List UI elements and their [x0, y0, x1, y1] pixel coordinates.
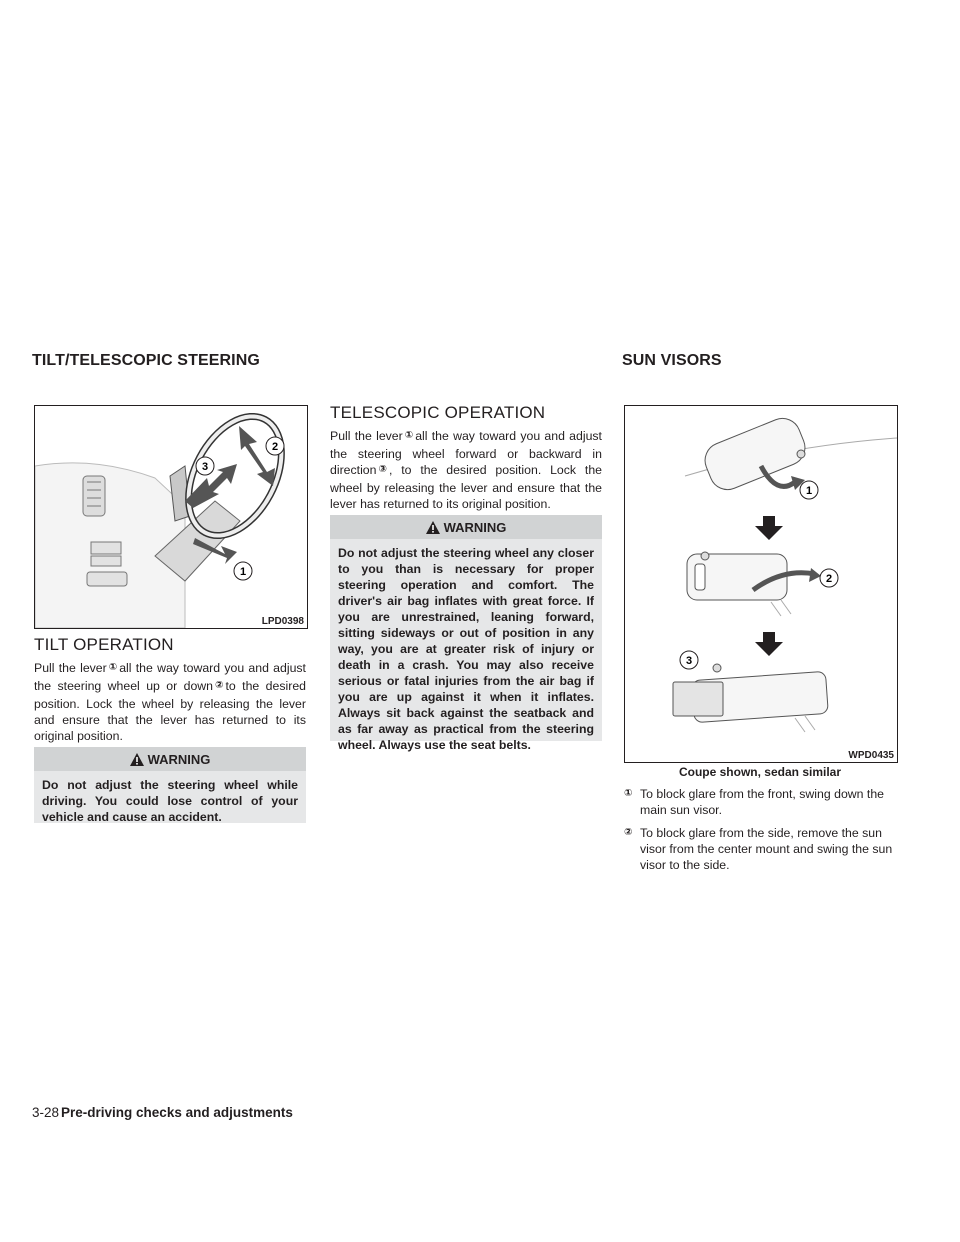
fig-left-label-1: 1: [239, 566, 247, 578]
sun-visor-illustration: [625, 406, 897, 762]
tilt-warning-text: Do not adjust the steering wheel while driving. You could lose control of your vehicle and cause an accident.: [42, 778, 298, 824]
callout-1: ①: [624, 788, 633, 799]
list-item: ① To block glare from the front, swing down the main sun visor.: [624, 787, 885, 817]
chapter-title: Pre-driving checks and adjustments: [61, 1105, 293, 1120]
sun-visor-figure: [624, 405, 898, 763]
fig-left-label-2: 2: [271, 441, 279, 453]
warning-icon: [130, 753, 144, 766]
fig-right-label-2: 2: [825, 573, 833, 585]
callout-2: ②: [624, 827, 633, 838]
list-item: ② To block glare from the side, remove the sun visor from the center mount and swing the sun visor to the side.: [624, 826, 893, 872]
telescopic-warning-text: Do not adjust the steering wheel any closer to you than is necessary for proper steering operation and comfort. The driver's air bag inflates with great force. If you are unrestrained, leaning forward, sitting sideways or out of position in any way, you are at greater risk of injury or death in a crash. You may also receive serious or fatal injuries from the air bag if you are up against it when it inflates. Always sit back against the seatback and as far away as practical from the steering wheel. Always use the seat belts.: [338, 546, 594, 752]
fig-left-label-3: 3: [201, 461, 209, 473]
warning-label: WARNING: [443, 519, 507, 535]
warning-label: WARNING: [147, 751, 211, 767]
fig-right-label-1: 1: [805, 485, 813, 497]
steering-illustration: [35, 406, 307, 628]
tilt-warning-box: [34, 747, 306, 823]
warning-icon: [426, 521, 440, 534]
callout-2: ②: [215, 680, 224, 691]
telescopic-operation-text: Pull the lever ① all the way toward you and adjust the steering wheel forward or backward in direction ③ , to the desired position. Lock the wheel by releasing the lever and ensure that the lever has returned to its original position.: [330, 429, 602, 511]
warning-header: [330, 515, 602, 539]
tilt-operation-title: TILT OPERATION: [34, 635, 174, 654]
section-heading-tilt-telescopic: TILT/TELESCOPIC STEERING: [32, 352, 260, 369]
callout-3: ③: [378, 464, 387, 475]
figure-code-right: WPD0435: [848, 750, 894, 761]
telescopic-operation-title: TELESCOPIC OPERATION: [330, 403, 546, 422]
page-footer: [32, 1105, 293, 1120]
fig-right-label-3: 3: [685, 655, 693, 667]
warning-header: [34, 747, 306, 771]
callout-1: ①: [404, 430, 414, 441]
tilt-operation-text: Pull the lever ① all the way toward you and adjust the steering wheel up or down ② to the desired position. Lock the wheel by releasing the lever and ensure that the lever has returned to its original position.: [34, 661, 306, 743]
figure-code-left: LPD0398: [261, 616, 304, 627]
steering-figure: [34, 405, 308, 629]
figure-caption: Coupe shown, sedan similar: [678, 765, 842, 779]
page-number: 3-28: [32, 1105, 60, 1120]
section-heading-sun-visors: SUN VISORS: [622, 352, 722, 369]
callout-1: ①: [108, 662, 118, 673]
telescopic-warning-box: [330, 515, 602, 752]
